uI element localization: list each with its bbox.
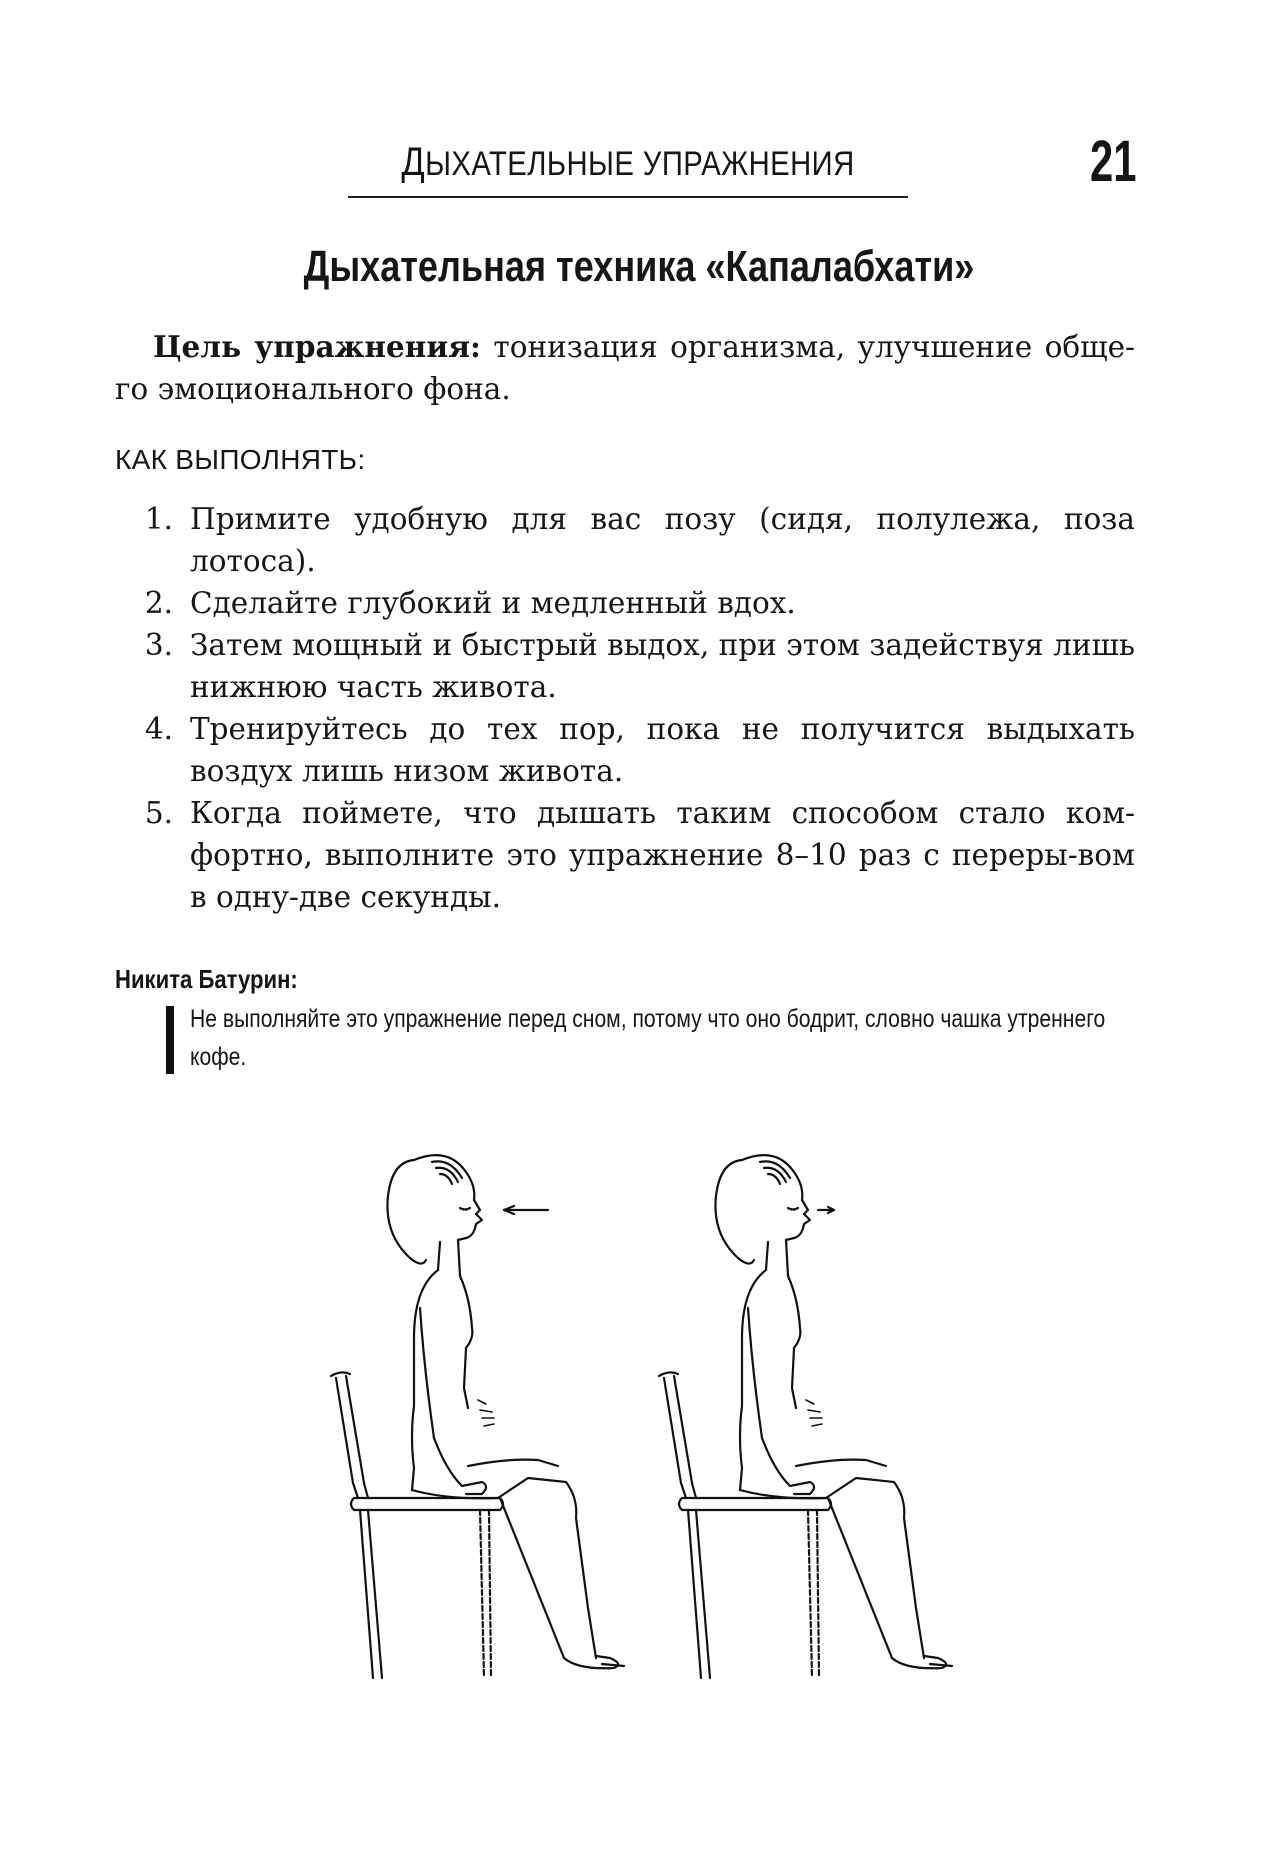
step-number: 1. <box>144 502 173 536</box>
how-to-heading: КАК ВЫПОЛНЯТЬ: <box>115 444 366 475</box>
step-text: Когда поймете, что дышать таким способом стало ком-фортно, выполните это упражнение 8–10 раз с переры-вом в одну-две секунды. <box>190 796 1135 914</box>
step-item <box>115 582 1135 624</box>
step-text: Затем мощный и быстрый выдох, при этом задействуя лишь нижнюю часть живота. <box>190 628 1135 704</box>
step-text: Сделайте глубокий и медленный вдох. <box>190 586 796 620</box>
page-title-text: Дыхательная техника «Капалабхати» <box>303 242 974 291</box>
goal-paragraph <box>115 326 1135 410</box>
note-author: Никита Батурин: <box>115 964 298 994</box>
page-title <box>0 242 1277 292</box>
running-head-cap: Д <box>401 140 426 184</box>
step-item <box>115 708 1135 792</box>
step-number: 2. <box>144 586 173 620</box>
step-text: Примите удобную для вас позу (сидя, полулежа, поза лотоса). <box>190 502 1135 578</box>
header-rule <box>348 196 908 198</box>
step-item <box>115 624 1135 708</box>
step-item <box>115 498 1135 582</box>
running-head <box>387 140 869 185</box>
step-number: 4. <box>144 712 173 746</box>
goal-text: тонизация организма, улучшение обще-го эмоционального фона. <box>115 330 1136 406</box>
breathing-illustration <box>0 1100 1277 1680</box>
figure-short-exhale <box>659 1155 952 1678</box>
step-text: Тренируйтесь до тех пор, пока не получится выдыхать воздух лишь низом живота. <box>190 712 1135 788</box>
step-number: 5. <box>144 796 173 830</box>
steps-list <box>115 498 1135 918</box>
illustration <box>0 1100 1277 1680</box>
figure-long-exhale <box>331 1155 624 1678</box>
step-number: 3. <box>144 628 173 662</box>
running-head-text: ЫХАТЕЛЬНЫЕ УПРАЖНЕНИЯ <box>425 145 855 183</box>
note-text: Не выполняйте это упражнение перед сном, потому что оно бодрит, словно чашка утреннего кофе. <box>190 1005 1106 1071</box>
quote-bar <box>166 1006 174 1074</box>
goal-label: Цель упражнения: <box>153 329 481 364</box>
step-item <box>115 792 1135 918</box>
page-number: 21 <box>1090 129 1137 194</box>
